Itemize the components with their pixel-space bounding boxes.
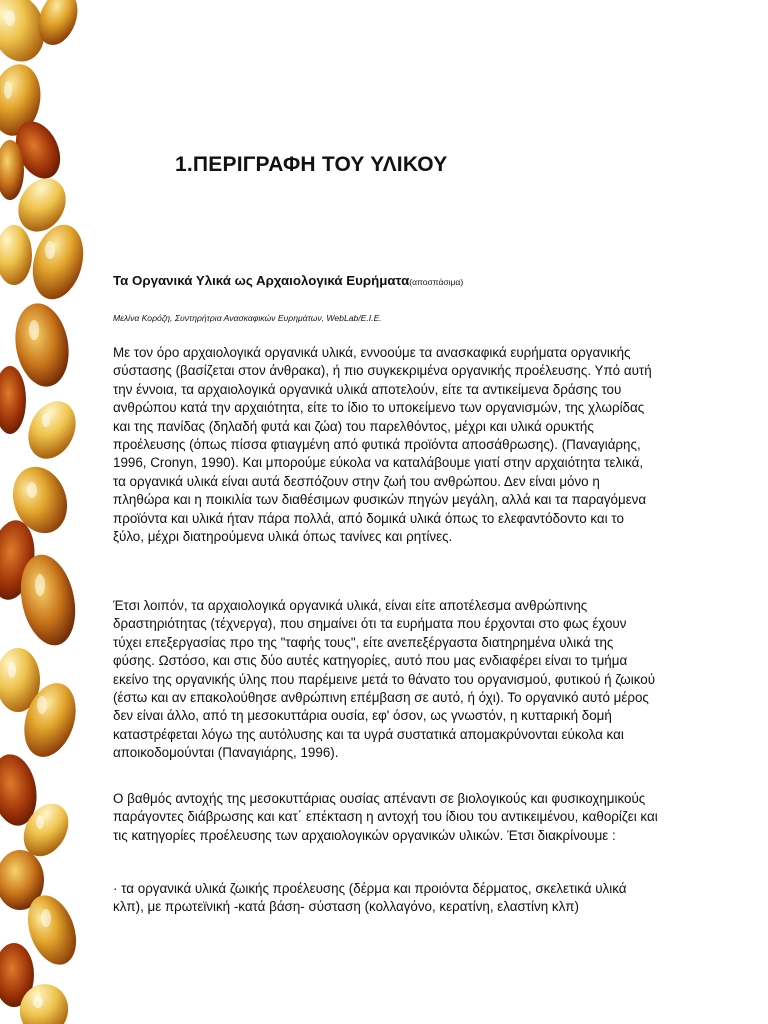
subtitle-text: Τα Οργανικά Υλικά ως Αρχαιολογικά Ευρήματα [113, 273, 410, 288]
paragraph-4-bullet: · τα οργανικά υλικά ζωικής προέλευσης (δέρμα και προιόντα δέρματος, σκελετικά υλικά κλπ), με πρωτεϊνική -κατά βάση- σύσταση (κολλαγόνο, κερατίνη, ελαστίνη κλπ) [113, 881, 627, 915]
paragraph-1: Με τον όρο αρχαιολογικά οργανικά υλικά, εννοούμε τα ανασκαφικά ευρήματα οργανικής σύστασης (βασίζεται στον άνθρακα), ή πιο συγκεκριμένα οργανικής προέλευσης. Υπό αυτή την έννοια, τα αρχαιολογικά οργανικά υλικά αποτελούν, είτε τα αντικείμενα δράσης του ανθρώπου κατά την αρχαιότητα, είτε το ίδιο το υποκείμενο των οργανισμών, της χλωρίδας και της πανίδας (δηλαδή φυτά και ζώα) του παρελθόντος, μέχρι και υλικά ορυκτής προέλευσης (όπως πίσσα φτιαγμένη από φυτικά προϊόντα αποσάθρωσης). (Παναγιάρης, 1996, Cronyn, 1990). Και μπορούμε εύκολα να καταλάβουμε γιατί στην αρχαιότητα τελικά, τα οργανικά υλικά είναι αυτά δεσπόζουν στην ζωή του ανθρώπου. Δεν είναι μόνο η πληθώρα και η ποικιλία των διαθέσιμων φυσικών πηγών μεγάλη, αλλά και τα παραγόμενα προϊόντα και υλικά ήταν πάρα πολλά, από δομικά υλικά όπως το ελεφαντόδοντο και το ξύλο, μέχρι διατηρούμενα υλικά όπως τανίνες και ρητίνες. [113, 345, 652, 545]
author-line: Μελίνα Κορόζη, Συντηρήτρια Ανασκαφικών Ευρημάτων, WebLab/E.I.E. [113, 313, 382, 323]
paragraph-3: Ο βαθμός αντοχής της μεσοκυττάριας ουσίας απέναντι σε βιολογικούς και φυσικοχημικούς παράγοντες διάβρωσης και κατ΄ επέκταση η αντοχή του ίδιου του αντικειμένου, καθορίζει και τις κατηγορίες προέλευσης των αρχαιολογικών οργανικών υλικών. Έτσι διακρίνουμε : [113, 791, 658, 843]
subtitle-note: (αποσπάσιμα) [409, 277, 464, 287]
paragraph-2: Έτσι λοιπόν, τα αρχαιολογικά οργανικά υλικά, είναι είτε αποτέλεσμα ανθρώπινης δραστηριότητας (τέχνεργα), που σημαίνει ότι τα ευρήματα που έρχονται στο φως έχουν τύχει επεξεργασίας προ της "ταφής τους", είτε ανεπεξέργαστα διατηρημένα υλικά της φύσης. Ωστόσο, και στις δύο αυτές κατηγορίες, αυτό που μας ενδιαφέρει είναι το τμήμα εκείνο της οργανικής ύλης που παρέμεινε μετά το θάνατο του οργανισμού, φυτικού ή ζωικού (έστω και αν επακολούθησε ανθρώπινη επέμβαση σε αυτό, ή όχι). Το οργανικό αυτό μέρος δεν είναι άλλο, από τη μεσοκυττάρια ουσία, εφ' όσον, ως γνωστόν, η κυτταρική δομή καταστρέφεται λόγω της αυτόλυσης και τα υγρά συστατικά απομακρύνονται εύκολα και αποικοδομούνται (Παναγιάρης, 1996). [113, 598, 656, 761]
article-subtitle [113, 273, 463, 288]
page-title: 1.ΠΕΡΙΓΡΑΦΗ ΤΟΥ ΥΛΙΚΟΥ [175, 153, 448, 176]
